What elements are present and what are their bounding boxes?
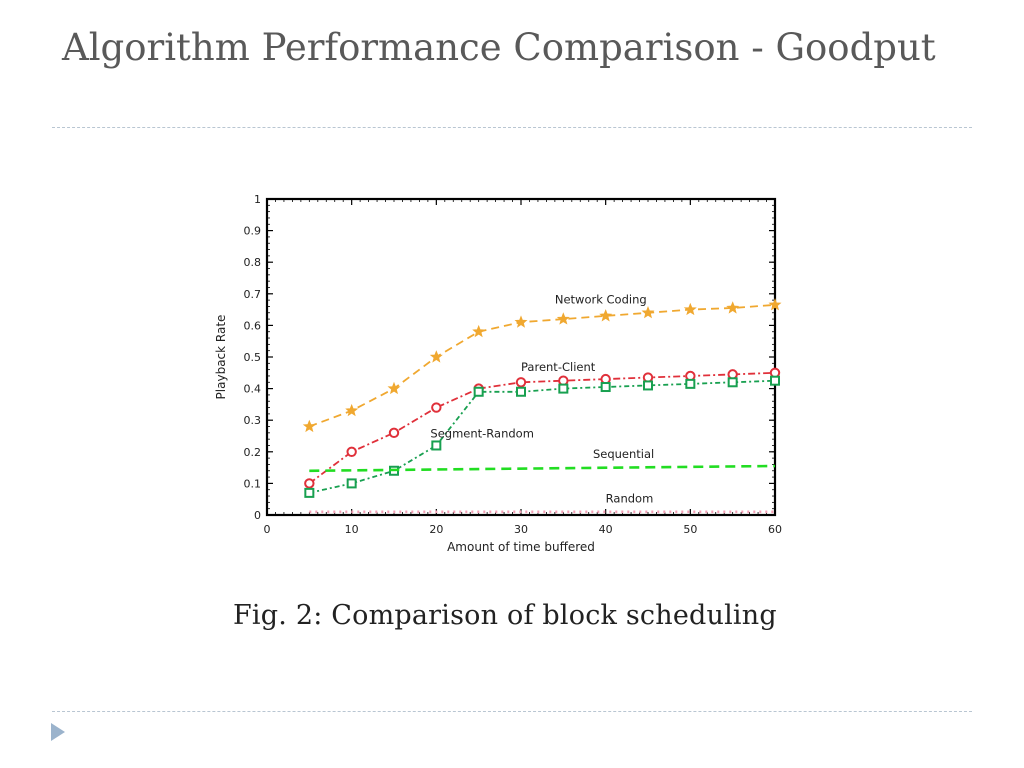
data-point	[685, 304, 696, 315]
series-line	[309, 466, 775, 471]
data-point	[304, 421, 315, 432]
data-point	[729, 378, 737, 386]
data-point	[431, 351, 442, 362]
x-tick-label: 60	[768, 523, 782, 536]
y-axis-label: Playback Rate	[214, 314, 228, 400]
x-tick-label: 20	[429, 523, 444, 536]
y-tick-label: 0.6	[243, 319, 261, 333]
figure-caption: Fig. 2: Comparison of block scheduling	[233, 600, 777, 631]
data-point	[771, 377, 779, 385]
series-sequential	[309, 466, 775, 471]
data-point	[602, 383, 610, 391]
y-tick-label: 0.9	[243, 224, 261, 238]
y-tick-label: 0.7	[243, 287, 261, 301]
x-tick-label: 10	[344, 523, 359, 536]
data-point	[305, 479, 313, 487]
x-tick-label: 50	[683, 523, 698, 536]
x-tick-label: 40	[598, 523, 613, 536]
chart-series	[304, 299, 781, 512]
data-point	[517, 388, 525, 396]
data-point	[347, 448, 355, 456]
data-point	[686, 380, 694, 388]
y-tick-label: 0.1	[243, 477, 261, 491]
data-point	[475, 388, 483, 396]
x-tick-label: 0	[263, 523, 271, 536]
series-line	[309, 381, 775, 493]
slide-title: Algorithm Performance Comparison - Goodput	[62, 26, 936, 69]
x-axis-label: Amount of time buffered	[447, 540, 595, 554]
y-tick-label: 0.2	[243, 445, 261, 459]
data-point	[473, 326, 484, 337]
data-point	[346, 405, 357, 416]
playback-rate-chart	[195, 185, 795, 565]
y-tick-label: 0.3	[243, 414, 261, 428]
title-divider	[52, 127, 972, 128]
data-point	[559, 385, 567, 393]
data-point	[517, 378, 525, 386]
data-point	[348, 479, 356, 487]
data-point	[515, 316, 526, 327]
play-arrow-icon[interactable]	[50, 722, 66, 742]
data-point	[642, 307, 653, 318]
data-point	[390, 429, 398, 437]
data-point	[305, 489, 313, 497]
data-point	[388, 383, 399, 394]
y-tick-label: 0.8	[243, 256, 261, 270]
data-point	[600, 310, 611, 321]
chart-labels	[214, 193, 782, 554]
data-point	[432, 403, 440, 411]
data-point	[644, 381, 652, 389]
series-label: Sequential	[592, 447, 655, 462]
data-point	[432, 441, 440, 449]
series-label: Random	[605, 491, 654, 506]
series-label: Parent-Client	[521, 360, 596, 375]
series-label: Segment-Random	[430, 426, 534, 441]
x-tick-label: 30	[514, 523, 528, 536]
footer-divider	[52, 711, 972, 712]
data-point	[558, 313, 569, 324]
series-label: Network Coding	[554, 292, 647, 307]
y-tick-label: 0.4	[243, 382, 261, 396]
y-tick-label: 0.5	[243, 351, 261, 364]
data-point	[727, 302, 738, 313]
y-tick-label: 1	[254, 193, 261, 206]
y-tick-label: 0	[254, 509, 261, 522]
series-segment-random	[305, 377, 779, 497]
